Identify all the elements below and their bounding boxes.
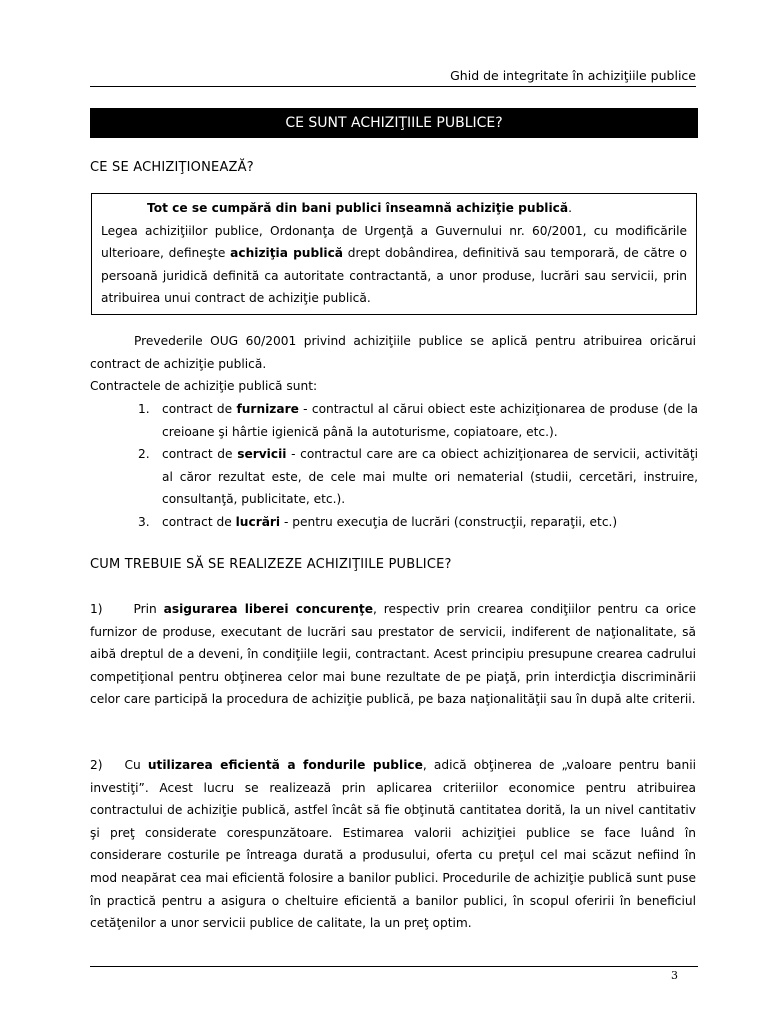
running-header (90, 68, 696, 87)
definition-lead: Tot ce se cumpără din bani publici înseamnă achiziţie publică. (147, 201, 572, 215)
principle-competition: 1) Prin asigurarea liberei concurenţe, respectiv prin crearea condiţiilor pentru ca orice furnizor de produse, executant de lucrări sau prestator de servicii, indiferent de naţionalitate, să aibă dreptul de a deveni, în condiţiile legii, contractant. Acest principiu presupune crearea cadrului competiţional pentru obţinerea celor mai bune rezultate de pe piaţă, prin interdicţia discriminării celor care participă la procedura de achiziţie publică, pe baza naţionalităţii sau în după alte criterii. (90, 602, 696, 707)
definition-term: achiziţia publică (230, 246, 344, 261)
principle-efficiency: 2) Cu utilizarea eficientă a fondurile publice, adică obţinerea de „valoare pentru banii investiţi”. Acest lucru se realizează prin aplicarea criteriilor economice pentru atribuirea contractului de achiziţie publică, astfel încât să fie obţinută cantitatea dorită, la un nivel cantitativ şi preţ considerate corespunzătoare. Estimarea valorii achiziţiei publice se face luând în considerare costurile pe întreaga durată a produsului, oferta cu preţul cel mai scăzut nefiind în mod neapărat cea mai eficientă folosire a banilor publici. Procedurile de achiziţie publică sunt puse în practică pentru a asigura o cheltuire eficientă a banilor publici, în scopul oferirii în beneficiul cetăţenilor a unor servicii publice de calitate, la un preţ optim. (90, 758, 696, 931)
footer-rule (90, 966, 698, 967)
chapter-title-bar (90, 108, 698, 138)
page-number: 3 (671, 969, 678, 982)
chapter-title: CE SUNT ACHIZIŢIILE PUBLICE? (285, 115, 503, 131)
definition-box (91, 193, 697, 315)
list-item: 1. contract de furnizare - contractul al cărui obiect este achiziţionarea de produse (de la creioane şi hârtie igienică până la autoturisme, copiatoare, etc.). (138, 402, 698, 439)
paragraph-contract-types: Contractele de achiziţie publică sunt: (90, 379, 318, 393)
list-item: 2. contract de servicii - contractul care are ca obiect achiziţionarea de servicii, activităţi al căror rezultat este, de cele mai multe ori nematerial (studii, cercetări, instruire, consultanţă, publicitate, etc.). (138, 447, 698, 507)
paragraph-oug: Prevederile OUG 60/2001 privind achiziţiile publice se aplică pentru atribuirea oricărui contract de achiziţie publică. (90, 334, 696, 371)
section-heading-how: CUM TREBUIE SĂ SE REALIZEZE ACHIZIŢIILE PUBLICE? (90, 557, 452, 572)
list-item: 3. contract de lucrări - pentru execuţia de lucrări (construcţii, reparaţii, etc.) (138, 514, 618, 529)
running-title: Ghid de integritate în achiziţiile publice (450, 68, 696, 83)
section-heading-what: CE SE ACHIZIŢIONEAZĂ? (90, 160, 254, 175)
definition-body: Legea achiziţiilor publice, Ordonanţa de Urgenţă a Guvernului nr. 60/2001, cu modificările ulterioare, defineşte achiziţia publică drept dobândirea, definitivă sau temporară, de către o persoană juridică definită ca autoritate contractantă, a unor produse, lucrări sau servicii, prin atribuirea unui contract de achiziţie publică. (101, 223, 687, 306)
contract-types-list (138, 398, 698, 534)
